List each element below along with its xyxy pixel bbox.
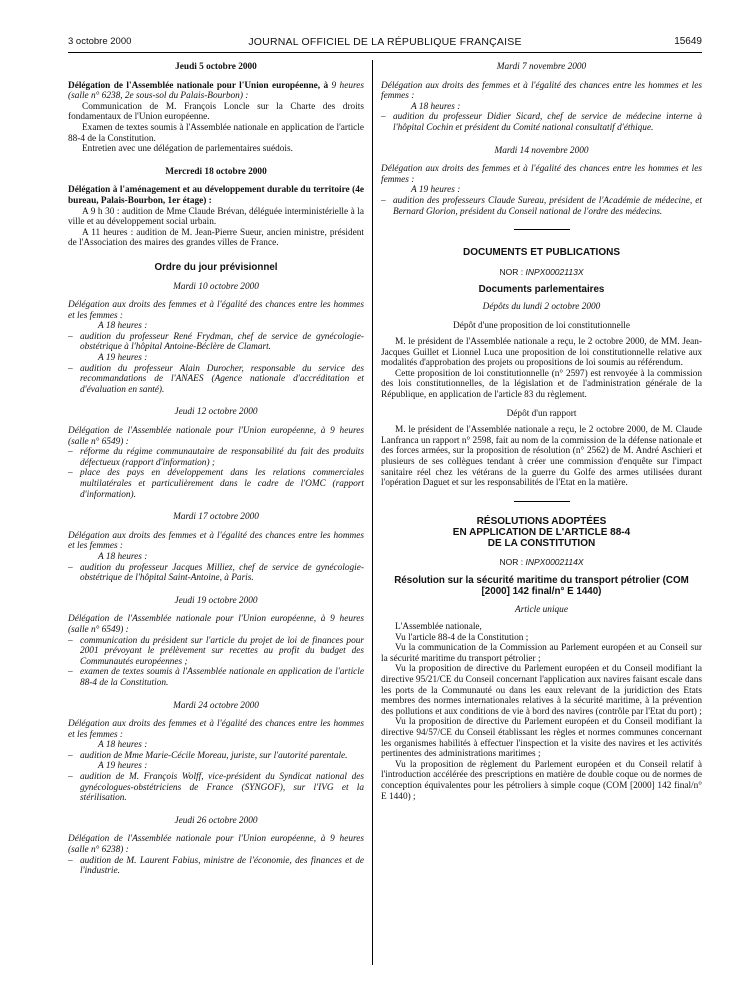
agenda-list [68, 364, 364, 396]
resolution-title: Résolution sur la sécurité maritime du transport pétrolier (COM [2000] 142 final/n° E 1440) [394, 575, 689, 598]
list-item: – place des pays en développement dans les relations commerciales multilatérales et particulièrement dans le cadre de l'OMC (rapport d'information). [68, 468, 364, 500]
paragraph: Vu la proposition de directive du Parlement européen et du Conseil modifiant la directive 95/21/CE du Conseil concernant l'application aux navires faisant escale dans les ports de la Communauté ou dans les eaux relevant de la juridiction des Etats membres des normes internationales relatives à la sécurité maritime, à la prévention des pollutions et aux conditions de vie à bord des navires (contrôle par l'Etat du port) ; [381, 664, 702, 717]
paragraph: A 9 h 30 : audition de Mme Claude Brévan, déléguée interministérielle à la ville et au développement social urbain. [68, 206, 364, 228]
day-heading: Mercredi 18 octobre 2000 [165, 166, 267, 177]
list-item: – audition du professeur Jacques Milliez, chef de service de gynécologie-obstétrique de l'hôpital Saint-Antoine, à Paris. [68, 563, 364, 584]
resolutions-title-line2: EN APPLICATION DE L'ARTICLE 88-4 [452, 526, 631, 538]
paragraph: M. le président de l'Assemblée nationale a reçu, le 2 octobre 2000, de M. Claude Lanfranca un rapport n° 2598, fait au nom de la commission de la défense nationale et des forces armées, sur la proposition de résolution (n° 2562) de M. André Aschieri et plusieurs de ses collègues tendant à créer une commission d'enquête sur l'impact sanitaire réel chez les vétérans de la guerre du Golfe des armes utilisées durant l'opération Daguet et sur les responsabilités de l'Etat en la matière. [381, 425, 702, 489]
list-item: – audition des professeurs Claude Sureau, président de l'Académie de médecine, et Bernard Glorion, président du Conseil national de l'ordre des médecins. [381, 196, 702, 217]
day-heading: Jeudi 26 octobre 2000 [174, 815, 258, 826]
nor-reference: NOR : INPX0002114X [499, 556, 584, 567]
paragraph: A 11 heures : audition de M. Jean-Pierre Sueur, ancien ministre, président de l'Association des maires des grandes villes de France. [68, 227, 364, 249]
agenda-list [68, 772, 364, 804]
agenda-title: Ordre du jour prévisionnel [154, 261, 278, 273]
section-heading: Délégation de l'Assemblée nationale pour l'Union européenne, à 9 heures (salle n° 6238, 2e sous-sol du Palais-Bourbon) : [68, 80, 365, 102]
time-label: A 18 heures : [98, 551, 148, 562]
list-item: – audition du professeur René Frydman, chef de service de gynécologie-obstétrique à l'hôpital Antoine-Béclère de Clamart. [68, 332, 364, 353]
page-number: 15649 [674, 36, 702, 47]
list-item: – communication du président sur l'article du projet de loi de finances pour 2001 prévoyant le prélèvement sur recettes au profit du budget des Communautés européennes ; [68, 636, 364, 668]
agenda-list [68, 751, 364, 762]
day-heading: Jeudi 12 octobre 2000 [174, 407, 258, 418]
section-divider [514, 229, 570, 230]
section-divider [514, 501, 570, 502]
list-item: – examen de textes soumis à l'Assemblée nationale en application de l'article 88-4 de la Constitution. [68, 667, 364, 688]
time-label: A 18 heures : [411, 101, 461, 112]
list-item: – audition de M. Laurent Fabius, ministre de l'économie, des finances et de l'industrie. [68, 856, 364, 877]
paragraph: Vu la proposition de règlement du Parlement européen et du Conseil relatif à l'introduction accélérée des prescriptions en matière de double coque ou de normes de conception équivalentes pour les pétroliers à simple coque (COM [2000] 142 final/n° E 1440) ; [381, 759, 702, 802]
delegation-heading: Délégation de l'Assemblée nationale pour l'Union européenne, à 9 heures (salle n° 6238) : [68, 834, 364, 856]
time-label: A 19 heures : [98, 761, 148, 772]
day-heading: Mardi 17 octobre 2000 [173, 512, 259, 523]
agenda-list [381, 112, 702, 133]
day-heading: Jeudi 19 octobre 2000 [174, 595, 258, 606]
paragraph: Cette proposition de loi constitutionnelle (n° 2597) est renvoyée à la commission des lois constitutionnelles, de la législation et de l'administration générale de la République, en application de l'article 83 du règlement. [381, 368, 702, 401]
list-item: – audition du professeur Didier Sicard, chef de service de médecine interne à l'hôpital Cochin et président du Comité national consultatif d'éthique. [381, 112, 702, 133]
column-separator [372, 60, 373, 965]
time-label: A 18 heures : [98, 321, 148, 332]
agenda-list [381, 196, 702, 217]
delegation-heading: Délégation aux droits des femmes et à l'égalité des chances entre les hommes et les femmes : [381, 80, 702, 102]
deposit-title: Dépôt d'un rapport [506, 408, 577, 419]
paragraph: Vu l'article 88-4 de la Constitution ; [395, 632, 529, 643]
agenda-list [68, 856, 364, 877]
day-heading: Mardi 10 octobre 2000 [173, 281, 259, 292]
agenda-list [68, 636, 364, 689]
day-heading: Mardi 7 novembre 2000 [496, 62, 587, 72]
agenda-list [68, 447, 364, 500]
resolutions-title [381, 516, 702, 549]
documents-subtitle: Documents parlementaires [478, 284, 605, 296]
deposit-date: Dépôts du lundi 2 octobre 2000 [482, 301, 601, 312]
time-label: A 19 heures : [411, 185, 461, 196]
resolutions-title-line1: RÉSOLUTIONS ADOPTÉES [476, 515, 607, 527]
resolutions-title-line3: DE LA CONSTITUTION [487, 537, 596, 549]
paragraph: Vu la communication de la Commission au Parlement européen et au Conseil sur la sécurité maritime du transport pétrolier ; [381, 643, 702, 664]
documents-title: DOCUMENTS ET PUBLICATIONS [462, 247, 621, 259]
article-label: Article unique [515, 605, 568, 616]
paragraph: Vu la proposition de directive du Parlement européen et du Conseil modifiant la directive 94/57/CE du Conseil établissant les règles et normes communes concernant les organismes habilités à effectuer l'inspection et la visite des navires et les activités pertinentes des administrations maritimes ; [381, 717, 702, 760]
list-item: – audition de M. François Wolff, vice-président du Syndicat national des gynécologues-obstétriciens de France (SYNGOF), sur l'IVG et la stérilisation. [68, 772, 364, 804]
deposit-title: Dépôt d'une proposition de loi constitutionnelle [453, 320, 630, 331]
list-item: – réforme du régime communautaire de responsabilité du fait des produits défectueux (rapport d'information) ; [68, 447, 364, 468]
right-column [381, 60, 702, 802]
section-heading: Délégation à l'aménagement et au développement durable du territoire (4e bureau, Palais-Bourbon, 1er étage) : [68, 185, 364, 206]
journal-title: JOURNAL OFFICIEL DE LA RÉPUBLIQUE FRANÇAISE [248, 36, 522, 48]
agenda-list [68, 332, 364, 353]
list-item: – audition de Mme Marie-Cécile Moreau, juriste, sur l'autorité parentale. [68, 751, 364, 762]
list-item: – audition du professeur Alain Durocher, responsable du service des recommandations de l'ANAES (Agence nationale d'accréditation et d'évaluation en santé). [68, 364, 364, 396]
delegation-heading: Délégation de l'Assemblée nationale pour l'Union européenne, à 9 heures (salle n° 6549) : [68, 426, 364, 447]
time-label: A 19 heures : [98, 353, 148, 364]
agenda-list [68, 563, 364, 584]
delegation-heading: Délégation aux droits des femmes et à l'égalité des chances entre les hommes et les femmes : [68, 530, 364, 552]
time-label: A 18 heures : [98, 740, 148, 751]
page-header [68, 36, 702, 50]
paragraph: M. le président de l'Assemblée nationale a reçu, le 2 octobre 2000, de MM. Jean-Jacques Guillet et Lionnel Luca une proposition de loi constitutionnelle relative aux modalités d'approbation des projets ou propositions de loi soumis au référendum. [381, 337, 702, 369]
header-rule [68, 52, 702, 53]
delegation-heading: Délégation aux droits des femmes et à l'égalité des chances entre les hommes et les femmes : [68, 300, 364, 321]
paragraph: L'Assemblée nationale, [395, 622, 482, 632]
delegation-heading: Délégation aux droits des femmes et à l'égalité des chances entre les hommes et les femmes : [68, 719, 364, 740]
day-heading: Mardi 24 octobre 2000 [173, 700, 259, 711]
left-column [68, 60, 364, 877]
day-heading: Mardi 14 novembre 2000 [494, 145, 589, 156]
paragraph: Examen de textes soumis à l'Assemblée nationale en application de l'article 88-4 de la Constitution. [68, 122, 364, 144]
paragraph: Communication de M. François Loncle sur la Charte des droits fondamentaux de l'Union européenne. [68, 101, 364, 123]
delegation-heading: Délégation aux droits des femmes et à l'égalité des chances entre les hommes et les femmes : [381, 164, 702, 185]
header-date: 3 octobre 2000 [68, 36, 132, 47]
day-heading: Jeudi 5 octobre 2000 [175, 62, 257, 72]
delegation-heading: Délégation de l'Assemblée nationale pour l'Union européenne, à 9 heures (salle n° 6549) : [68, 614, 364, 635]
paragraph: Entretien avec une délégation de parlementaires suédois. [82, 144, 293, 155]
nor-reference: NOR : INPX0002113X [499, 266, 584, 277]
